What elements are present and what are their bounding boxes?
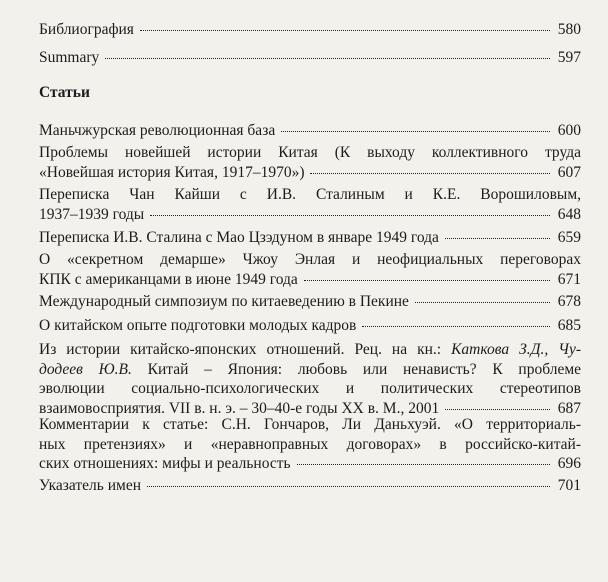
toc-entry-article-3[interactable] xyxy=(39,185,581,224)
section-heading: Статьи xyxy=(39,84,90,101)
toc-entry-article-2[interactable] xyxy=(39,143,581,182)
toc-entry-title-line: 1937–1939 годы xyxy=(39,205,145,223)
toc-page-number: 678 xyxy=(557,293,581,310)
toc-entry-article-8[interactable] xyxy=(39,340,581,418)
toc-entry-title: Переписка И.В. Сталина с Мао Цзэдуном в январе 1949 года xyxy=(39,229,439,246)
toc-page-number: 597 xyxy=(557,49,581,66)
dot-leader xyxy=(304,279,550,281)
toc-entry-article-7[interactable] xyxy=(39,316,581,336)
toc-entry-title-line: Проблемы новейшей истории Китая (К выходу коллективного труда xyxy=(39,144,581,161)
toc-entry-title-line: эволюции социально-психологических и политических стереотипов xyxy=(39,380,581,397)
toc-page-number: 685 xyxy=(557,317,581,334)
author-names: Каткова З.Д., Чу- xyxy=(451,341,581,358)
dot-leader xyxy=(281,130,550,132)
dot-leader xyxy=(150,214,550,216)
dot-leader xyxy=(297,463,550,465)
toc-entry-title-line: Комментарии к статье: С.Н. Гончаров, Ли Даньхуэй. «О территориаль- xyxy=(39,416,581,433)
toc-page-number: 648 xyxy=(557,205,581,223)
toc-page-number: 580 xyxy=(557,21,581,38)
title-text: Китай – Япония: любовь или ненависть? К проблеме xyxy=(131,360,582,378)
toc-entry-title-line: КПК с американцами в июне 1949 года xyxy=(39,270,298,288)
toc-page-number: 696 xyxy=(557,455,581,472)
dot-leader xyxy=(140,29,550,31)
toc-entry-title-line: ских отношениях: мифы и реальность xyxy=(39,455,291,472)
toc-entry-title-line: ных претензиях» и «неравноправных договорах» в российско-китай- xyxy=(39,435,581,453)
toc-page-number: 701 xyxy=(557,477,581,494)
dot-leader xyxy=(310,172,549,174)
toc-entry-title-line xyxy=(39,340,581,360)
toc-entry-title-line: «Новейшая история Китая, 1917–1970») xyxy=(39,163,305,181)
toc-entry-title: Международный симпозиум по китаеведению в Пекине xyxy=(39,293,409,310)
title-text: Из истории китайско-японских отношений. Рец. на кн.: xyxy=(39,341,452,358)
toc-entry-name-index[interactable] xyxy=(39,476,581,496)
toc-page-number: 607 xyxy=(557,163,581,181)
toc-entry-title-line: О «секретном демарше» Чжоу Энлая и неофициальных переговорах xyxy=(39,251,581,268)
toc-entry-article-9[interactable] xyxy=(39,415,581,474)
toc-entry-title-line: Переписка Чан Кайши с И.В. Сталиным и К.Е. Ворошиловым, xyxy=(39,186,581,203)
dot-leader xyxy=(445,408,550,410)
dot-leader xyxy=(147,485,550,487)
toc-entry-article-6[interactable] xyxy=(39,292,581,312)
dot-leader xyxy=(362,325,549,327)
toc-entry-article-4[interactable] xyxy=(39,228,581,248)
toc-entry-title-line: взаимовосприятия. VII в. н. э. – 30–40-е годы XX в. М., 2001 xyxy=(39,399,440,417)
toc-entry-title: Указатель имен xyxy=(39,477,141,494)
dot-leader xyxy=(105,57,549,59)
dot-leader xyxy=(445,237,550,239)
toc-page-number: 671 xyxy=(557,270,581,288)
toc-entry-summary[interactable] xyxy=(39,48,581,68)
toc-entry-title: Библиография xyxy=(39,21,134,38)
dot-leader xyxy=(415,301,550,303)
toc-page-number: 687 xyxy=(557,399,581,417)
toc-entry-article-1[interactable] xyxy=(39,121,581,141)
toc-entry-title: Summary xyxy=(39,49,100,66)
toc-entry-title: О китайском опыте подготовки молодых кадров xyxy=(39,317,357,334)
toc-page-number: 659 xyxy=(557,229,581,246)
toc-page-number: 600 xyxy=(557,122,581,139)
toc-entry-article-5[interactable] xyxy=(39,250,581,289)
toc-entry-bibliography[interactable] xyxy=(39,20,581,40)
toc-entry-title-line xyxy=(39,360,581,380)
author-names: додеев Ю.В. xyxy=(39,360,132,378)
toc-entry-title: Маньчжурская революционная база xyxy=(39,122,276,139)
